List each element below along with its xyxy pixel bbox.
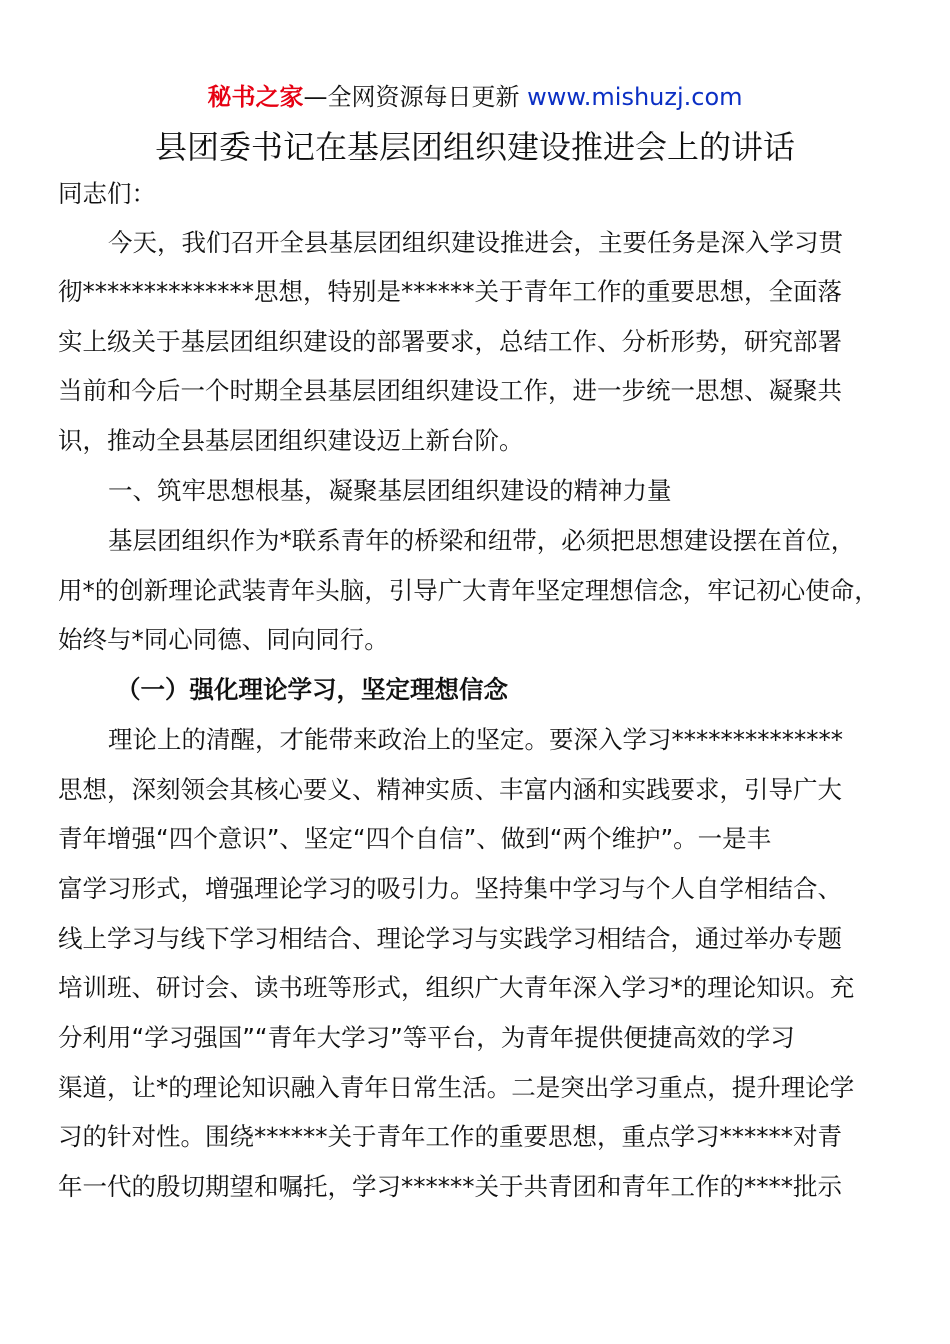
paragraph-line: 识，推动全县基层团组织建设迈上新台阶。: [58, 426, 524, 455]
paragraph-line: 分利用“学习强国”“青年大学习”等平台，为青年提供便捷高效的学习: [58, 1023, 795, 1052]
paragraph-line: 习的针对性。围绕******关于青年工作的重要思想，重点学习******对青: [58, 1122, 842, 1151]
paragraph-line: 始终与*同心同德、同向同行。: [58, 625, 389, 654]
paragraph-line: 用*的创新理论武装青年头脑，引导广大青年坚定理想信念，牢记初心使命，: [58, 576, 879, 605]
subsection-heading: （一）强化理论学习，坚定理想信念: [116, 675, 508, 704]
paragraph-line: 线上学习与线下学习相结合、理论学习与实践学习相结合，通过举办专题: [58, 924, 842, 953]
paragraph-line: 基层团组织作为*联系青年的桥梁和纽带，必须把思想建设摆在首位，: [108, 526, 856, 555]
paragraph-line: 年一代的殷切期望和嘱托，学习******关于共青团和青年工作的****批示: [58, 1172, 842, 1201]
paragraph-line: 培训班、研讨会、读书班等形式，组织广大青年深入学习*的理论知识。充: [58, 973, 855, 1002]
paragraph-line: 富学习形式，增强理论学习的吸引力。坚持集中学习与个人自学相结合、: [58, 874, 842, 903]
banner-tagline: —全网资源每日更新: [303, 83, 528, 111]
paragraph-line: 理论上的清醒，才能带来政治上的坚定。要深入学习**************: [108, 725, 843, 754]
paragraph-line: 渠道，让*的理论知识融入青年日常生活。二是突出学习重点，提升理论学: [58, 1073, 855, 1102]
paragraph-line: 思想，深刻领会其核心要义、精神实质、丰富内涵和实践要求，引导广大: [58, 775, 842, 804]
paragraph-line: 当前和今后一个时期全县基层团组织建设工作，进一步统一思想、凝聚共: [58, 376, 842, 405]
paragraph-line: 实上级关于基层团组织建设的部署要求，总结工作、分析形势，研究部署: [58, 327, 842, 356]
paragraph-line: 今天，我们召开全县基层团组织建设推进会，主要任务是深入学习贯: [108, 228, 843, 257]
banner-brand: 秘书之家: [207, 83, 304, 111]
site-banner: [0, 80, 950, 114]
salutation: 同志们：: [58, 179, 156, 208]
paragraph-line: 青年增强“四个意识”、坚定“四个自信”、做到“两个维护”。一是丰: [58, 824, 772, 853]
banner-url-link[interactable]: www.mishuzj.com: [527, 83, 743, 111]
paragraph-line: 彻**************思想，特别是******关于青年工作的重要思想，全面落: [58, 277, 842, 306]
page-title: 县团委书记在基层团组织建设推进会上的讲话: [154, 128, 795, 166]
section-heading: 一、筑牢思想根基，凝聚基层团组织建设的精神力量: [108, 476, 672, 505]
